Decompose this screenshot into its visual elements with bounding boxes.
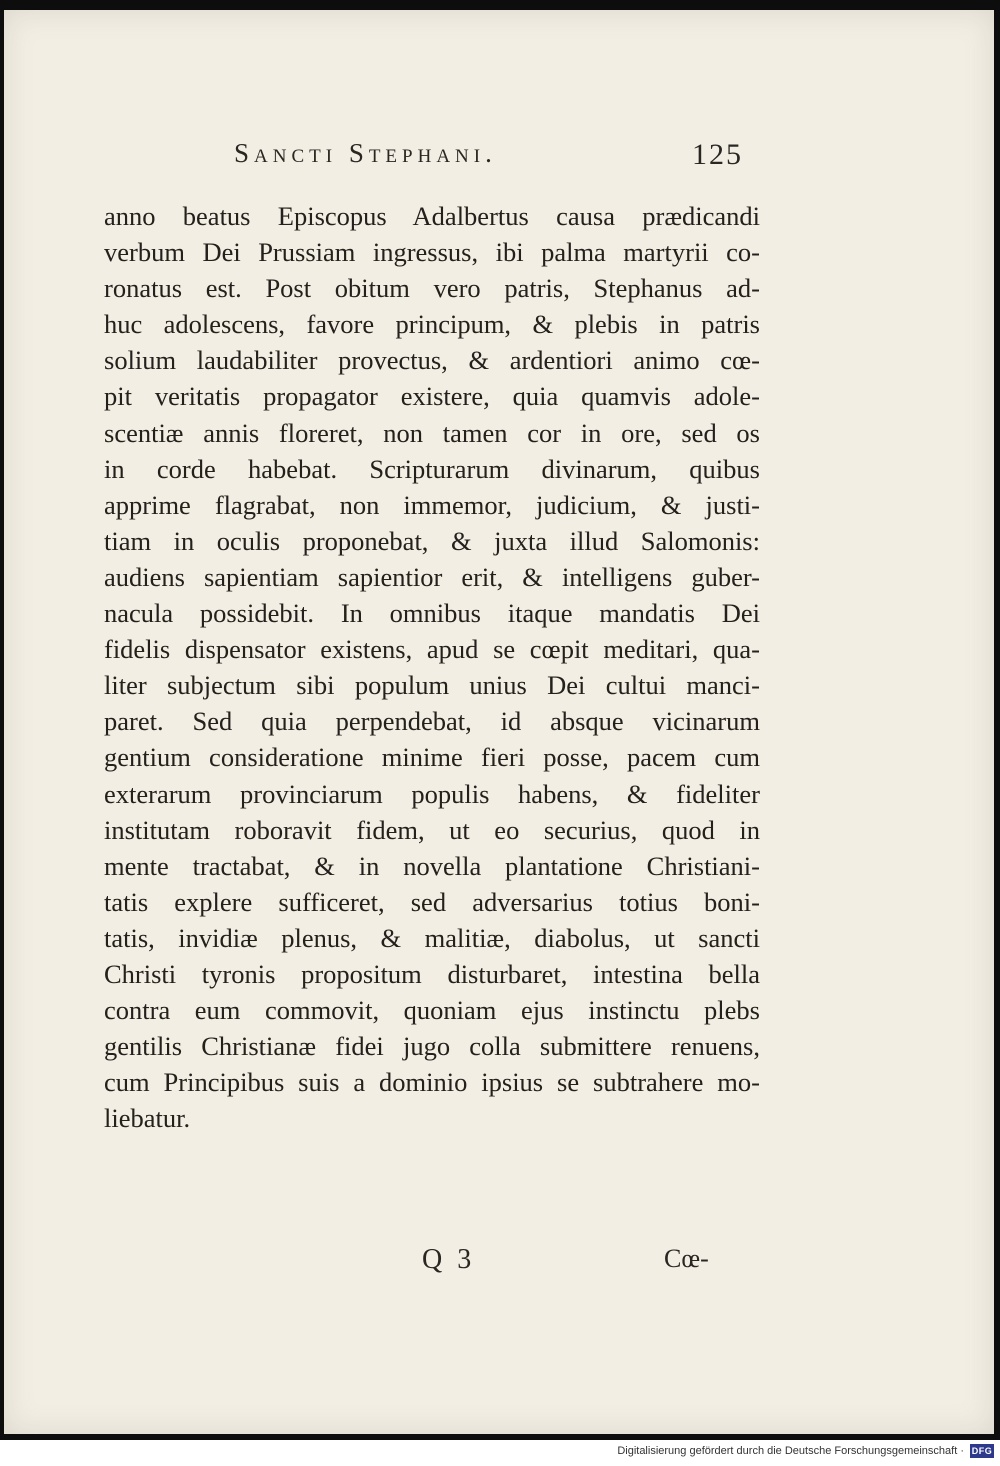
text-line: tatis, invidiæ plenus, & malitiæ, diabolus, ut sancti [104, 922, 760, 953]
text-line: in corde habebat. Scripturarum divinarum, quibus [104, 453, 760, 484]
digitization-footer [0, 1440, 1000, 1466]
text-line: apprime flagrabat, non immemor, judicium, & justi- [104, 489, 760, 520]
text-line: anno beatus Episcopus Adalbertus causa prædicandi [104, 201, 760, 231]
text-line: liter subjectum sibi populum unius Dei cultui manci- [104, 670, 760, 701]
text-line: paret. Sed quia perpendebat, id absque vicinarum [104, 706, 760, 737]
text-line: scentiæ annis floreret, non tamen cor in ore, sed os [104, 417, 760, 448]
text-line: tatis explere sufficeret, sed adversarius totius boni- [104, 886, 760, 917]
text-line: solium laudabiliter provectus, & ardentiori animo cœ- [104, 345, 760, 376]
text-line: huc adolescens, favore principum, & plebis in patris [104, 309, 760, 340]
body-text [104, 198, 760, 1136]
dfg-logo-icon: DFG [971, 1446, 993, 1456]
text-line: cum Principibus suis a dominio ipsius se subtrahere mo- [104, 1067, 760, 1098]
text-line: ronatus est. Post obitum vero patris, Stephanus ad- [104, 273, 760, 304]
page-number: 125 [692, 138, 743, 171]
text-line: mente tractabat, & in novella plantatione Christiani- [104, 850, 760, 881]
signature-mark: Q 3 [422, 1244, 476, 1275]
text-line: fidelis dispensator existens, apud se cœpit meditari, qua- [104, 634, 760, 665]
text-line: gentilis Christianæ fidei jugo colla submittere renuens, [104, 1031, 760, 1062]
running-head: Sancti Stephani. [234, 138, 497, 168]
text-line: exterarum provinciarum populis habens, & fideliter [104, 778, 760, 809]
text-line: tiam in oculis proponebat, & juxta illud Salomonis: [104, 525, 760, 556]
text-line: nacula possidebit. In omnibus itaque mandatis Dei [104, 598, 760, 629]
text-line: gentium consideratione minime fieri posse, pacem cum [104, 742, 760, 773]
text-line: Christi tyronis propositum disturbaret, intestina bella [104, 958, 760, 989]
book-page [4, 10, 994, 1434]
text-line: contra eum commovit, quoniam ejus instinctu plebs [104, 995, 760, 1026]
text-line: verbum Dei Prussiam ingressus, ibi palma martyrii co- [104, 237, 760, 268]
text-line: pit veritatis propagator existere, quia quamvis adole- [104, 381, 760, 412]
text-line: institutam roboravit fidem, ut eo securius, quod in [104, 814, 760, 845]
digitization-credit: Digitalisierung gefördert durch die Deutsche Forschungsgemeinschaft · [617, 1445, 964, 1457]
text-line: audiens sapientiam sapientior erit, & intelligens guber- [104, 561, 760, 592]
catchword: Cœ- [664, 1244, 709, 1273]
text-line: liebatur. [104, 1103, 191, 1134]
